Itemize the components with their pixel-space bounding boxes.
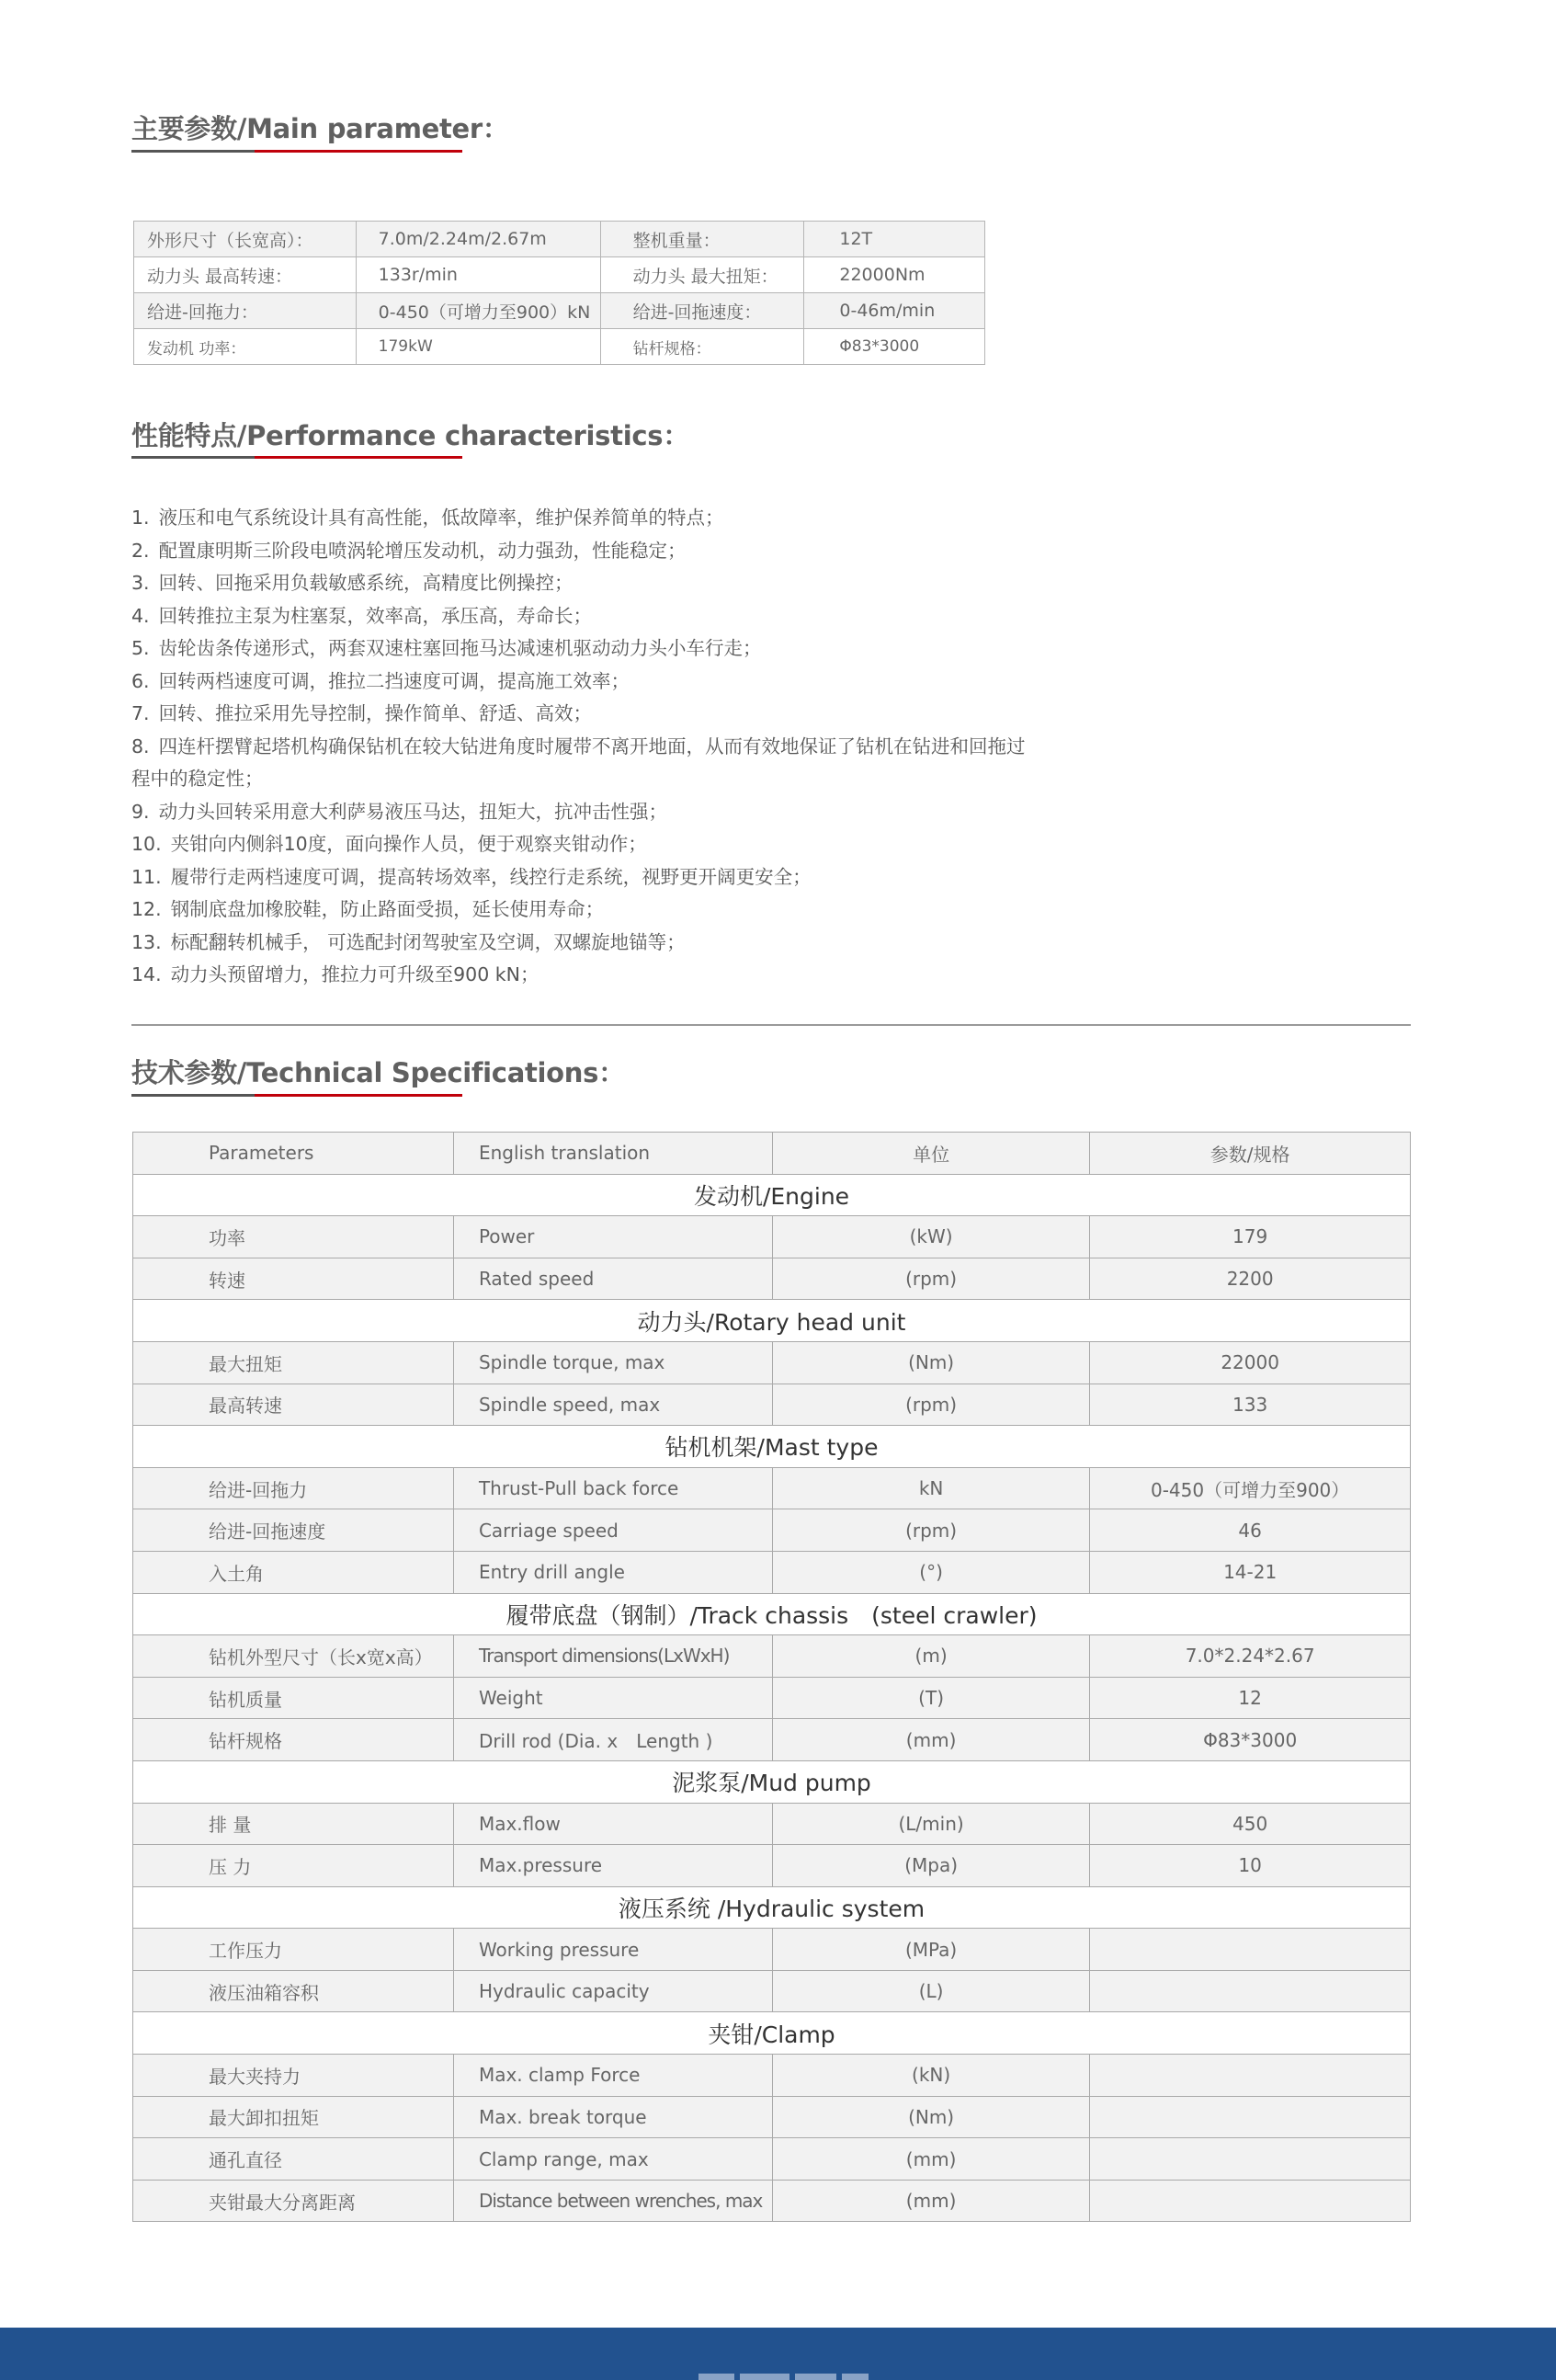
cell-value: 179 [1090, 1216, 1411, 1258]
group-row-track-chassis [133, 1593, 1411, 1635]
list-item [131, 535, 1032, 568]
table-row [133, 1467, 1411, 1509]
table-row [134, 329, 985, 365]
list-text: 回转两档速度可调，推拉二挡速度可调，提高施工效率； [158, 669, 630, 692]
list-item [131, 600, 1032, 633]
list-item [131, 927, 1032, 960]
cell-unit: (Mpa) [772, 1845, 1089, 1887]
list-number: 3. [131, 572, 150, 594]
cell-value [1090, 1929, 1411, 1971]
param-label: 整机重量： [600, 222, 804, 257]
performance-list [131, 502, 1032, 992]
group-row-hydraulic-system [133, 1886, 1411, 1929]
list-item [131, 861, 1032, 894]
table-row [133, 1551, 1411, 1593]
table-row [133, 1341, 1411, 1384]
list-item [131, 698, 1032, 731]
list-number: 7. [131, 702, 150, 724]
group-title: 泥浆泵/Mud pump [133, 1760, 1411, 1803]
list-number: 8. [131, 734, 150, 757]
param-value: Φ83*3000 [804, 329, 985, 365]
list-number: 5. [131, 637, 150, 659]
list-number: 10. [131, 833, 162, 855]
table-row [133, 2055, 1411, 2097]
list-number: 1. [131, 507, 150, 529]
cell-unit: (m) [772, 1635, 1089, 1678]
list-item [131, 502, 1032, 535]
cell-unit: (Nm) [772, 2096, 1089, 2138]
cell-value [1090, 1970, 1411, 2012]
table-row [133, 1677, 1411, 1719]
list-item [131, 828, 1032, 861]
cell-unit: (°) [772, 1551, 1089, 1593]
list-text: 动力头预留增力，推拉力可升级至900 kN； [170, 963, 539, 985]
group-row-rotary-head [133, 1300, 1411, 1342]
param-value: 12T [804, 222, 985, 257]
list-item [131, 796, 1032, 829]
param-value: 179kW [356, 329, 600, 365]
list-number: 13. [131, 930, 162, 953]
list-number: 9. [131, 800, 150, 823]
param-value: 22000Nm [804, 257, 985, 293]
list-item [131, 894, 1032, 927]
column-header-unit: 单位 [772, 1133, 1089, 1175]
cell-unit: (Nm) [772, 1341, 1089, 1384]
cell-english: Carriage speed [453, 1509, 772, 1552]
footer-bar [0, 2328, 1556, 2380]
param-value: 0-46m/min [804, 293, 985, 329]
param-label: 给进-回拖力： [134, 293, 357, 329]
technical-title: 技术参数/Technical Specifications： [131, 1057, 625, 1088]
param-label: 动力头 最高转速： [134, 257, 357, 293]
cell-english: Hydraulic capacity [453, 1970, 772, 2012]
list-item [131, 567, 1032, 600]
cell-unit: (L/min) [772, 1803, 1089, 1845]
cell-param: 最大卸扣扭矩 [133, 2096, 454, 2138]
table-row [134, 222, 985, 257]
cell-english: Working pressure [453, 1929, 772, 1971]
cell-value: Φ83*3000 [1090, 1719, 1411, 1761]
list-text: 钢制底盘加橡胶鞋，防止路面受损，延长使用寿命； [170, 898, 605, 920]
cell-value [1090, 2096, 1411, 2138]
cell-value: 2200 [1090, 1258, 1411, 1300]
group-title: 液压系统 /Hydraulic system [133, 1886, 1411, 1929]
param-label: 给进-回拖速度： [600, 293, 804, 329]
cell-param: 给进-回拖速度 [133, 1509, 454, 1552]
cell-value: 46 [1090, 1509, 1411, 1552]
table-row [133, 1635, 1411, 1678]
list-item [131, 666, 1032, 699]
cell-english: Transport dimensions(LxWxH) [453, 1635, 772, 1678]
table-header-row [133, 1133, 1411, 1175]
table-row [133, 2096, 1411, 2138]
cell-english: Clamp range, max [453, 2138, 772, 2181]
cell-value: 22000 [1090, 1341, 1411, 1384]
list-text: 夹钳向内侧斜10度，面向操作人员，便于观察夹钳动作； [170, 833, 647, 855]
cell-unit: (MPa) [772, 1929, 1089, 1971]
cell-param: 最大扭矩 [133, 1341, 454, 1384]
group-title: 履带底盘（钢制）/Track chassis (steel crawler) [133, 1593, 1411, 1635]
list-text: 动力头回转采用意大利萨易液压马达，扭矩大，抗冲击性强； [158, 800, 668, 823]
list-number: 4. [131, 604, 150, 627]
group-title: 动力头/Rotary head unit [133, 1300, 1411, 1342]
performance-title: 性能特点/Performance characteristics： [131, 420, 689, 451]
param-value: 0-450（可增力至900）kN [356, 293, 600, 329]
list-text: 回转推拉主泵为柱塞泵，效率高，承压高，寿命长； [158, 604, 593, 627]
table-row [134, 257, 985, 293]
cell-param: 压 力 [133, 1845, 454, 1887]
table-row [133, 1384, 1411, 1426]
cell-english: Thrust-Pull back force [453, 1467, 772, 1509]
cell-english: Max.pressure [453, 1845, 772, 1887]
group-row-engine [133, 1174, 1411, 1216]
cell-param: 给进-回拖力 [133, 1467, 454, 1509]
main-parameter-title: 主要参数/Main parameter： [131, 113, 509, 144]
list-text: 回转、回拖采用负载敏感系统，高精度比例操控； [158, 572, 574, 594]
param-label: 发动机 功率： [134, 329, 357, 365]
cell-value [1090, 2180, 1411, 2222]
list-item [131, 632, 1032, 666]
column-header-parameters: Parameters [133, 1133, 454, 1175]
cell-param: 工作压力 [133, 1929, 454, 1971]
cell-value: 12 [1090, 1677, 1411, 1719]
param-label: 钻杆规格： [600, 329, 804, 365]
list-number: 14. [131, 963, 162, 985]
cell-english: Weight [453, 1677, 772, 1719]
list-text: 齿轮齿条传递形式，两套双速柱塞回拖马达减速机驱动动力头小车行走； [158, 637, 762, 659]
cell-english: Max. break torque [453, 2096, 772, 2138]
cell-param: 功率 [133, 1216, 454, 1258]
group-row-clamp [133, 2012, 1411, 2055]
cell-unit: (kW) [772, 1216, 1089, 1258]
table-row [133, 2180, 1411, 2222]
footer-logo-icon [698, 2374, 869, 2380]
table-row [133, 1929, 1411, 1971]
cell-unit: (T) [772, 1677, 1089, 1719]
cell-param: 液压油箱容积 [133, 1970, 454, 2012]
cell-unit: (L) [772, 1970, 1089, 2012]
cell-param: 排 量 [133, 1803, 454, 1845]
table-row [133, 1216, 1411, 1258]
group-title: 钻机机架/Mast type [133, 1426, 1411, 1468]
column-header-english: English translation [453, 1133, 772, 1175]
group-title: 夹钳/Clamp [133, 2012, 1411, 2055]
cell-unit: kN [772, 1467, 1089, 1509]
main-parameter-underline [131, 150, 462, 153]
cell-param: 夹钳最大分离距离 [133, 2180, 454, 2222]
cell-value: 450 [1090, 1803, 1411, 1845]
table-row [133, 1719, 1411, 1761]
technical-underline [131, 1094, 462, 1097]
cell-english: Distance between wrenches, max [453, 2180, 772, 2222]
list-text: 配置康明斯三阶段电喷涡轮增压发动机，动力强劲，性能稳定； [158, 539, 687, 562]
list-number: 6. [131, 669, 150, 692]
cell-param: 最大夹持力 [133, 2055, 454, 2097]
param-label: 外形尺寸（长宽高）： [134, 222, 357, 257]
cell-value: 0-450（可增力至900） [1090, 1467, 1411, 1509]
group-title: 发动机/Engine [133, 1174, 1411, 1216]
cell-unit: (rpm) [772, 1384, 1089, 1426]
section-divider [131, 1024, 1411, 1026]
cell-value: 14-21 [1090, 1551, 1411, 1593]
table-row [133, 1845, 1411, 1887]
cell-unit: (mm) [772, 1719, 1089, 1761]
cell-english: Drill rod (Dia. x Length ) [453, 1719, 772, 1761]
table-row [134, 293, 985, 329]
cell-english: Rated speed [453, 1258, 772, 1300]
table-row [133, 1803, 1411, 1845]
list-number: 2. [131, 539, 150, 562]
cell-param: 转速 [133, 1258, 454, 1300]
cell-english: Spindle speed, max [453, 1384, 772, 1426]
cell-param: 钻杆规格 [133, 1719, 454, 1761]
cell-value: 10 [1090, 1845, 1411, 1887]
cell-param: 入土角 [133, 1551, 454, 1593]
cell-value: 7.0*2.24*2.67 [1090, 1635, 1411, 1678]
list-number: 11. [131, 865, 162, 888]
column-header-value: 参数/规格 [1090, 1133, 1411, 1175]
cell-param: 钻机外型尺寸（长x宽x高） [133, 1635, 454, 1678]
group-row-mast-type [133, 1426, 1411, 1468]
cell-unit: (rpm) [772, 1258, 1089, 1300]
cell-unit: (rpm) [772, 1509, 1089, 1552]
param-value: 7.0m/2.24m/2.67m [356, 222, 600, 257]
table-row [133, 1509, 1411, 1552]
cell-english: Max. clamp Force [453, 2055, 772, 2097]
param-label: 动力头 最大扭矩： [600, 257, 804, 293]
table-row [133, 1970, 1411, 2012]
cell-english: Spindle torque, max [453, 1341, 772, 1384]
technical-spec-table [132, 1132, 1411, 2222]
param-value: 133r/min [356, 257, 600, 293]
cell-param: 钻机质量 [133, 1677, 454, 1719]
cell-english: Power [453, 1216, 772, 1258]
performance-underline [131, 456, 462, 459]
list-text: 履带行走两档速度可调，提高转场效率，线控行走系统，视野更开阔更安全； [170, 865, 812, 888]
group-row-mud-pump [133, 1760, 1411, 1803]
list-item [131, 731, 1032, 796]
cell-param: 通孔直径 [133, 2138, 454, 2181]
cell-value [1090, 2055, 1411, 2097]
list-item [131, 959, 1032, 992]
cell-unit: (kN) [772, 2055, 1089, 2097]
main-parameter-table [133, 221, 985, 365]
list-number: 12. [131, 898, 162, 920]
cell-unit: (mm) [772, 2138, 1089, 2181]
cell-english: Max.flow [453, 1803, 772, 1845]
list-text: 回转、推拉采用先导控制，操作简单、舒适、高效； [158, 702, 593, 724]
cell-value [1090, 2138, 1411, 2181]
cell-unit: (mm) [772, 2180, 1089, 2222]
cell-value: 133 [1090, 1384, 1411, 1426]
cell-param: 最高转速 [133, 1384, 454, 1426]
list-text: 标配翻转机械手， 可选配封闭驾驶室及空调，双螺旋地锚等； [170, 930, 686, 953]
list-text: 四连杆摆臂起塔机构确保钻机在较大钻进角度时履带不离开地面，从而有效地保证了钻机在钻进和回拖过程中的稳定性； [131, 734, 1026, 790]
cell-english: Entry drill angle [453, 1551, 772, 1593]
table-row [133, 2138, 1411, 2181]
list-text: 液压和电气系统设计具有高性能，低故障率，维护保养简单的特点； [158, 507, 724, 529]
table-row [133, 1258, 1411, 1300]
